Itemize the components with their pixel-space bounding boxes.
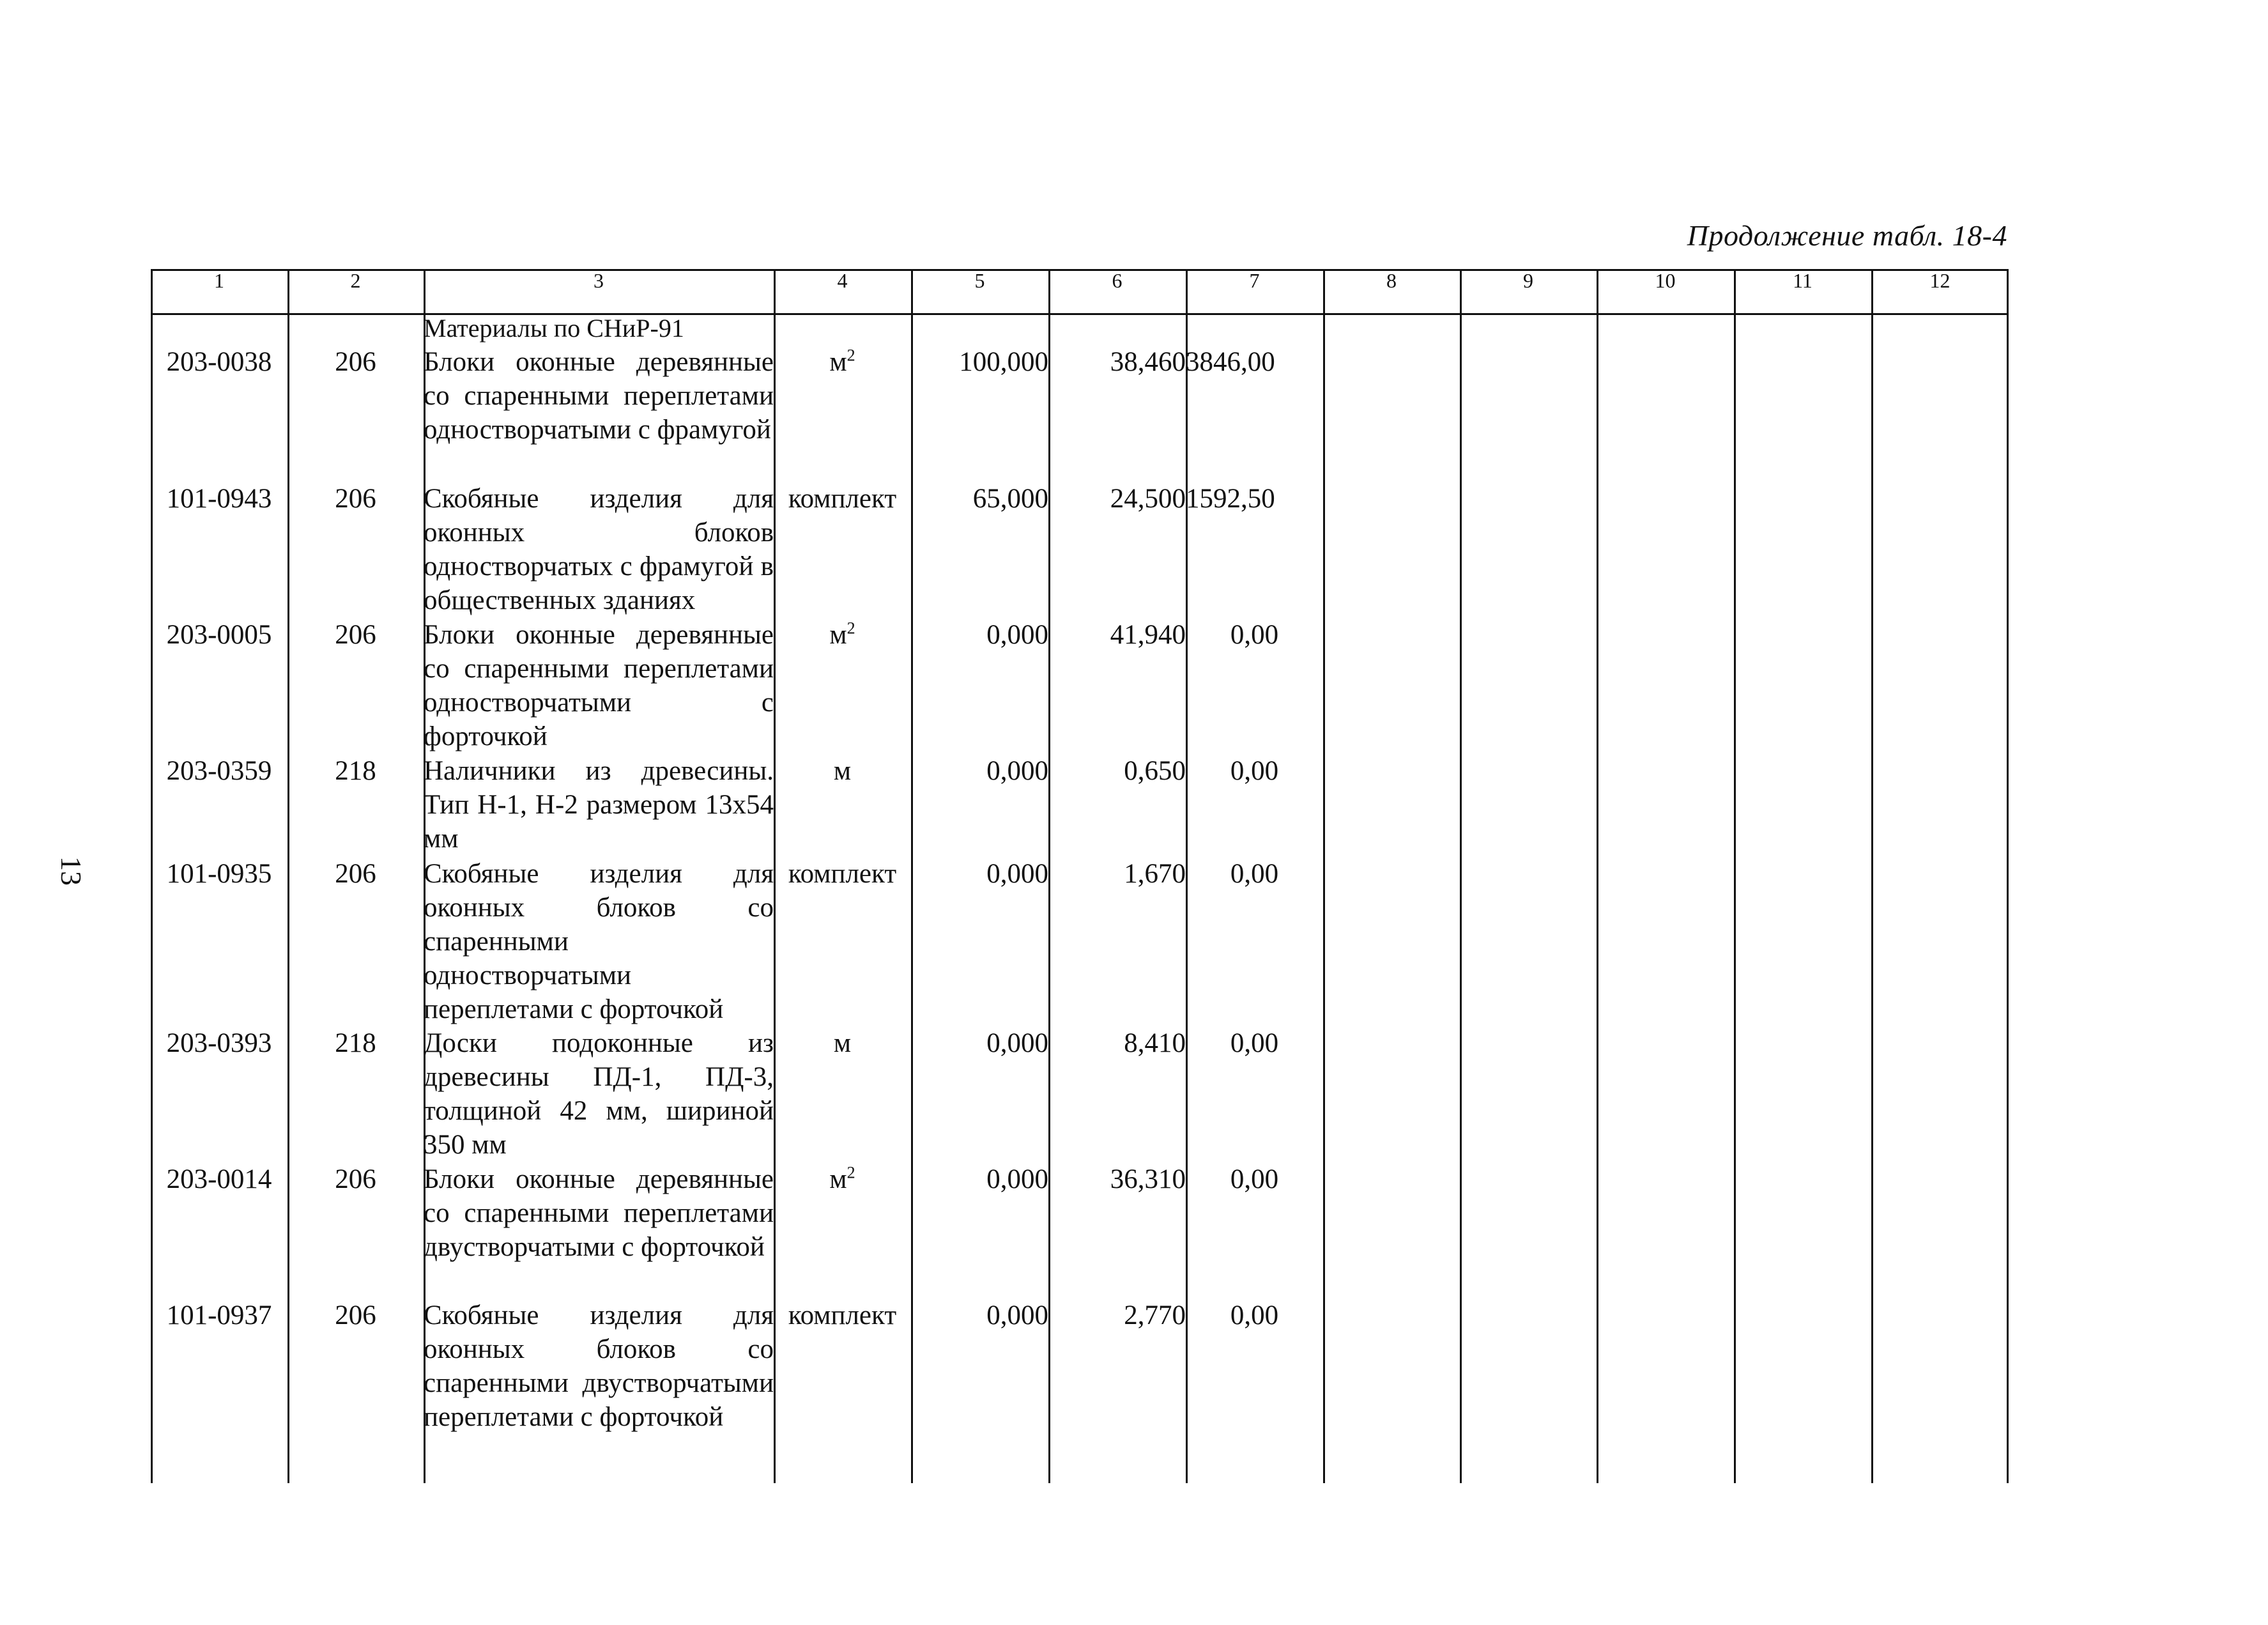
- unit-superscript: 2: [847, 1163, 855, 1182]
- total-cost: 0,00: [1230, 620, 1279, 650]
- column-header-2: 2: [350, 269, 361, 292]
- empty-cell-12: [1871, 618, 2009, 754]
- col-border: [2007, 269, 2009, 1483]
- resource-code: 203-0005: [166, 620, 272, 650]
- empty-cell-9: [1460, 1298, 1597, 1452]
- col-border: [1460, 269, 1462, 1483]
- unit: м: [829, 347, 847, 377]
- empty-cell-11: [1734, 754, 1871, 857]
- unit-price: 41,940: [1110, 620, 1186, 650]
- empty-cell-11: [1734, 345, 1871, 482]
- empty-cell-12: [1871, 1162, 2009, 1298]
- total-cost: 0,00: [1230, 1300, 1279, 1330]
- empty-cell-11: [1734, 618, 1871, 754]
- unit: м: [829, 620, 847, 650]
- col-border: [1048, 269, 1050, 1483]
- table-body: [151, 313, 2009, 1452]
- col-border: [1186, 269, 1188, 1483]
- resource-code: 101-0943: [166, 484, 272, 514]
- unit-cell: [774, 482, 911, 618]
- col-border: [1734, 269, 1736, 1483]
- empty-cell-12: [1871, 345, 2009, 482]
- col-border: [287, 269, 289, 1483]
- unit-cell: [774, 1162, 911, 1298]
- column-header-1: 1: [214, 269, 224, 292]
- section-title: Материалы по СНиР-91: [424, 314, 684, 343]
- empty-cell-8: [1323, 1298, 1460, 1452]
- empty-cell-11: [1734, 482, 1871, 618]
- unit-price: 0,650: [1124, 756, 1186, 786]
- empty-cell-9: [1460, 618, 1597, 754]
- table-row: [151, 1162, 2009, 1298]
- column-header-5: 5: [974, 269, 985, 292]
- quantity: 100,000: [959, 347, 1048, 377]
- total-cost: 0,00: [1230, 859, 1279, 889]
- empty-cell-12: [1871, 754, 2009, 857]
- total-cost: 0,00: [1230, 1028, 1279, 1058]
- resource-code: 203-0393: [166, 1028, 272, 1058]
- table-sheet: [151, 269, 2009, 1483]
- quantity: 0,000: [986, 1300, 1048, 1330]
- empty-cell-12: [1871, 1026, 2009, 1162]
- unit: м: [833, 756, 852, 786]
- col-border: [774, 269, 776, 1483]
- empty-cell-12: [1871, 1298, 2009, 1452]
- table-row: [151, 1026, 2009, 1162]
- unit: комплект: [788, 484, 897, 514]
- unit-cell: [774, 345, 911, 482]
- table-row: [151, 618, 2009, 754]
- price-number: 218: [335, 756, 376, 786]
- column-header-11: 11: [1793, 269, 1812, 292]
- quantity: 0,000: [986, 1164, 1048, 1194]
- price-number: 218: [335, 1028, 376, 1058]
- col-border: [1597, 269, 1598, 1483]
- empty-cell-10: [1597, 1162, 1734, 1298]
- unit-cell: [774, 618, 911, 754]
- column-header-12: 12: [1929, 269, 1950, 292]
- resource-code: 203-0014: [166, 1164, 272, 1194]
- resource-name: Наличники из древесины. Тип Н-1, Н-2 размером 13х54 мм: [424, 756, 774, 854]
- empty-cell-8: [1323, 345, 1460, 482]
- resource-name: Скобяные изделия для оконных блоков со спаренными одностворчатыми переплетами с форточкой: [424, 859, 774, 1024]
- empty-cell-10: [1597, 618, 1734, 754]
- unit: м: [833, 1028, 852, 1058]
- col-border: [424, 269, 425, 1483]
- empty-cell-10: [1597, 1298, 1734, 1452]
- resource-name: Блоки оконные деревянные со спаренными переплетами одностворчатыми с фрамугой: [424, 347, 774, 445]
- unit-superscript: 2: [847, 346, 855, 365]
- column-header-3: 3: [594, 269, 604, 292]
- unit-price: 8,410: [1124, 1028, 1186, 1058]
- unit-price: 2,770: [1124, 1300, 1186, 1330]
- resource-name: Доски подоконные из древесины ПД-1, ПД-3, толщиной 42 мм, шириной 350 мм: [424, 1028, 774, 1160]
- resource-name: Блоки оконные деревянные со спаренными переплетами двустворчатыми с форточкой: [424, 1164, 774, 1262]
- resource-name: Блоки оконные деревянные со спаренными переплетами одностворчатыми с форточкой: [424, 620, 774, 751]
- empty-cell-12: [1871, 482, 2009, 618]
- empty-cell-8: [1323, 618, 1460, 754]
- column-header-8: 8: [1386, 269, 1397, 292]
- unit-cell: [774, 754, 911, 857]
- empty-cell-9: [1460, 857, 1597, 1026]
- empty-cell-10: [1597, 857, 1734, 1026]
- total-cost: 1592,50: [1186, 484, 1275, 514]
- materials-table: [151, 269, 2009, 1452]
- table-row: [151, 1298, 2009, 1452]
- price-number: 206: [335, 484, 376, 514]
- price-number: 206: [335, 1164, 376, 1194]
- total-cost: 0,00: [1230, 1164, 1279, 1194]
- unit-cell: [774, 1026, 911, 1162]
- quantity: 0,000: [986, 620, 1048, 650]
- empty-cell-8: [1323, 754, 1460, 857]
- empty-cell-12: [1871, 857, 2009, 1026]
- unit-cell: [774, 857, 911, 1026]
- unit: комплект: [788, 859, 897, 889]
- quantity: 0,000: [986, 1028, 1048, 1058]
- unit-price: 36,310: [1110, 1164, 1186, 1194]
- unit: комплект: [788, 1300, 897, 1330]
- resource-name: Скобяные изделия для оконных блоков со спаренными двустворчатыми переплетами с форточкой: [424, 1300, 774, 1432]
- resource-code: 101-0937: [166, 1300, 272, 1330]
- unit-price: 38,460: [1110, 347, 1186, 377]
- column-header-10: 10: [1655, 269, 1676, 292]
- table-caption: Продолжение табл. 18-4: [1687, 219, 2007, 252]
- table-row: [151, 857, 2009, 1026]
- empty-cell-9: [1460, 482, 1597, 618]
- col-border: [1871, 269, 1873, 1483]
- unit-superscript: 2: [847, 619, 855, 638]
- column-header-6: 6: [1112, 269, 1123, 292]
- col-border: [151, 269, 153, 1483]
- empty-cell-9: [1460, 345, 1597, 482]
- empty-cell-9: [1460, 1162, 1597, 1298]
- page-number: 13: [55, 856, 88, 886]
- table-top-border: [151, 269, 2009, 271]
- unit-cell: [774, 1298, 911, 1452]
- quantity: 0,000: [986, 859, 1048, 889]
- empty-cell-10: [1597, 754, 1734, 857]
- column-header-7: 7: [1249, 269, 1260, 292]
- column-header-9: 9: [1523, 269, 1533, 292]
- empty-cell-9: [1460, 754, 1597, 857]
- unit-price: 24,500: [1110, 484, 1186, 514]
- table-row: [151, 754, 2009, 857]
- price-number: 206: [335, 620, 376, 650]
- table-row: [151, 482, 2009, 618]
- empty-cell-11: [1734, 857, 1871, 1026]
- empty-cell-10: [1597, 345, 1734, 482]
- resource-code: 101-0935: [166, 859, 272, 889]
- total-cost: 3846,00: [1186, 347, 1275, 377]
- resource-code: 203-0359: [166, 756, 272, 786]
- empty-cell-10: [1597, 1026, 1734, 1162]
- empty-cell-9: [1460, 1026, 1597, 1162]
- empty-cell-11: [1734, 1026, 1871, 1162]
- section-row: [151, 313, 2009, 345]
- resource-name: Скобяные изделия для оконных блоков одностворчатых с фрамугой в общественных зданиях: [424, 484, 774, 615]
- header-row: [151, 269, 2009, 313]
- empty-cell-8: [1323, 857, 1460, 1026]
- price-number: 206: [335, 347, 376, 377]
- col-border: [911, 269, 913, 1483]
- empty-cell-11: [1734, 1162, 1871, 1298]
- resource-code: 203-0038: [166, 347, 272, 377]
- empty-cell-11: [1734, 1298, 1871, 1452]
- col-border: [1323, 269, 1325, 1483]
- empty-cell-8: [1323, 1026, 1460, 1162]
- total-cost: 0,00: [1230, 756, 1279, 786]
- column-header-4: 4: [837, 269, 848, 292]
- empty-cell-8: [1323, 1162, 1460, 1298]
- header-bottom-border: [151, 313, 2009, 315]
- table-row: [151, 345, 2009, 482]
- quantity: 0,000: [986, 756, 1048, 786]
- price-number: 206: [335, 859, 376, 889]
- empty-cell-10: [1597, 482, 1734, 618]
- empty-cell-8: [1323, 482, 1460, 618]
- unit-price: 1,670: [1124, 859, 1186, 889]
- price-number: 206: [335, 1300, 376, 1330]
- quantity: 65,000: [972, 484, 1048, 514]
- unit: м: [829, 1164, 847, 1194]
